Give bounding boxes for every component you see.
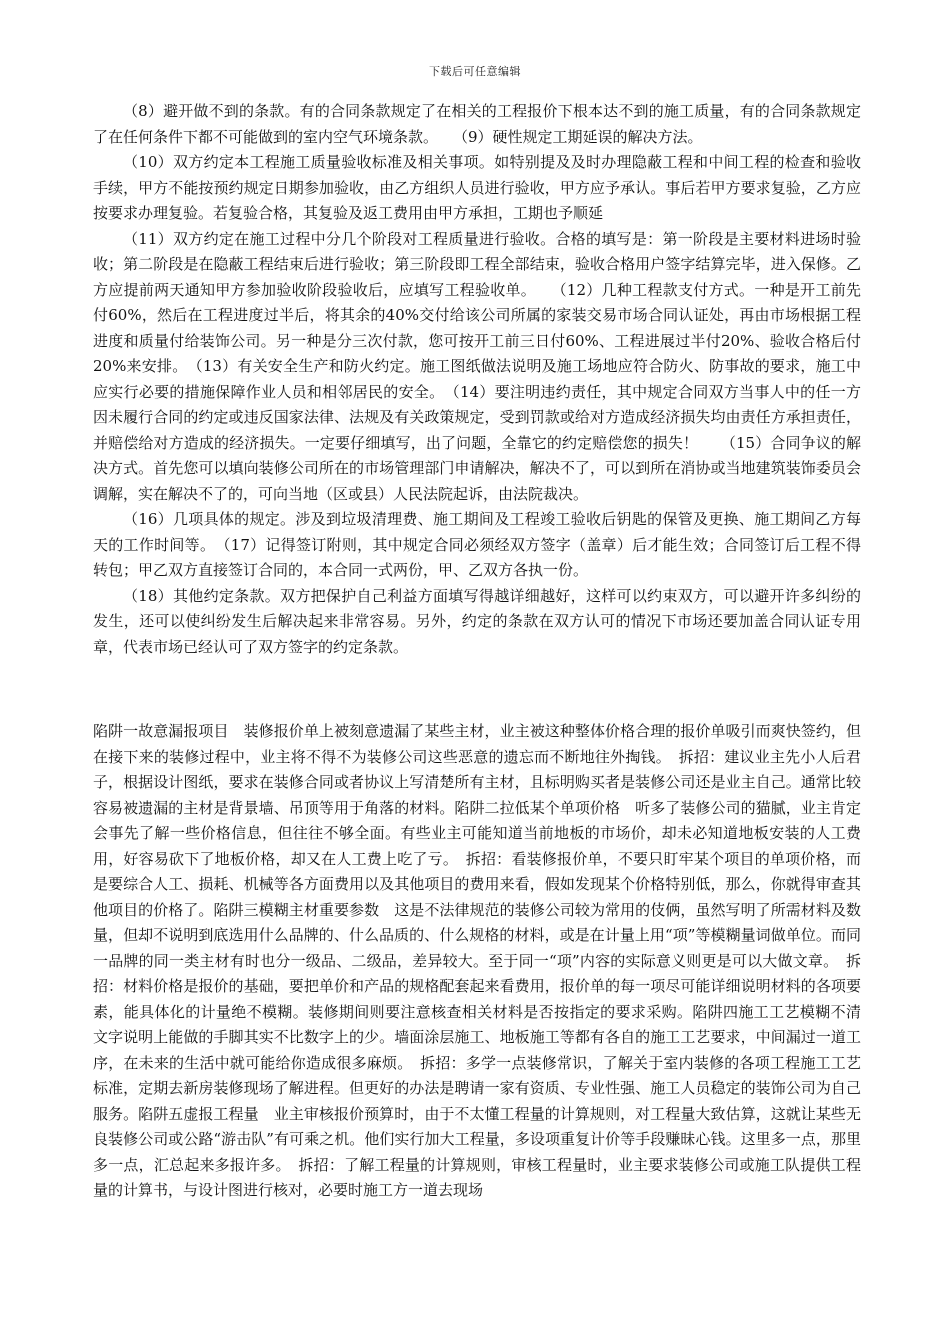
paragraph-clause-18: （18）其他约定条款。双方把保护自己利益方面填写得越详细越好，这样可以约束双方，可以避开许多纠纷的发生，还可以使纠纷发生后解决起来非常容易。另外，约定的条款在双方认可的情况下市场还要加盖合同认证专用章，代表市场已经认可了双方签字的约定条款。: [93, 586, 861, 656]
paragraph-traps: 陷阱一故意漏报项目 装修报价单上被刻意遗漏了某些主材，业主被这种整体价格合理的报价单吸引而爽快签约，但在接下来的装修过程中，业主将不得不为装修公司这些恶意的遗忘而不断地往外掏钱。 拆招：建议业主先小人后君子，根据设计图纸，要求在装修合同或者协议上写清楚所有主材，且标明购买者是装修公司还是业主自己。通常比较容易被遗漏的主材是背景墙、吊顶等用于角落的材料。陷阱二拉低某个单项价格 听多了装修公司的猫腻，业主肯定会事先了解一些价格信息，但往往不够全面。有些业主可能知道当前地板的市场价，却未必知道地板安装的人工费用，好容易砍下了地板价格，却又在人工费上吃了亏。 拆招：看装修报价单，不要只盯牢某个项目的单项价格，而是要综合人工、损耗、机械等各方面费用以及其他项目的费用来看，假如发现某个价格特别低，那么，你就得审查其他项目的价格了。陷阱三模糊主材重要参数 这是不法律规范的装修公司较为常用的伎俩，虽然写明了所需材料及数量，但却不说明到底选用什么品牌的、什么品质的、什么规格的材料，或是在计量上用“项”等模糊量词做单位。而同一品牌的同一类主材有时也分一级品、二级品，差异较大。至于同一“项”内容的实际意义则更是可以大做文章。 拆招：材料价格是报价的基础，要把单价和产品的规格配套起来看费用，报价单的每一项尽可能详细说明材料的各项要素，能具体化的计量绝不模糊。装修期间则要注意核查相关材料是否按指定的要求采购。陷阱四施工工艺模糊不清 文字说明上能做的手脚其实不比数字上的少。墙面涂层施工、地板施工等都有各自的施工工艺要求，中间漏过一道工序，在未来的生活中就可能给你造成很多麻烦。 拆招：多学一点装修常识，了解关于室内装修的各项工程施工工艺标准，定期去新房装修现场了解进程。但更好的办法是聘请一家有资质、专业性强、施工人员稳定的装饰公司为自己服务。陷阱五虚报工程量 业主审核报价预算时，由于不太懂工程量的计算规则，对工程量大致估算，这就让某些无良装修公司或公路“游击队”有可乘之机。他们实行加大工程量，多设项重复计价等手段赚昧心钱。这里多一点，那里多一点，汇总起来多报许多。 拆招：了解工程量的计算规则，审核工程量时，业主要求装修公司或施工队提供工程量的计算书，与设计图进行核对，必要时施工方一道去现场: [93, 722, 877, 1199]
traps-section: [93, 719, 877, 1204]
paragraph-clause-8-9: （8）避开做不到的条款。有的合同条款规定了在相关的工程报价下根本达不到的施工质量，有的合同条款规定了在任何条件下都不可能做到的室内空气环境条款。 （9）硬性规定工期延误的解决方法。: [93, 102, 861, 146]
page-header-note: 下载后可任意编辑: [429, 65, 521, 78]
paragraph-clause-11-15: （11）双方约定在施工过程中分几个阶段对工程质量进行验收。合格的填写是：第一阶段是主要材料进场时验收；第二阶段是在隐蔽工程结束后进行验收；第三阶段即工程全部结束，验收合格用户签字结算完毕，进入保修。乙方应提前两天通知甲方参加验收阶段验收后，应填写工程验收单。 （12）几种工程款支付方式。一种是开工前先付60%，然后在工程进度过半后，将其余的40%交付给该公司所属的家装交易市场合同认证处，再由市场根据工程进度和质量付给装饰公司。另一种是分三次付款，您可按开工前三日付60%、工程进展过半付20%、验收合格后付20%来安排。 （13）有关安全生产和防火约定。施工图纸做法说明及施工场地应符合防火、防事故的要求，施工中应实行必要的措施保障作业人员和相邻居民的安全。 （14）要注明违约责任，其中规定合同双方当事人中的任一方因未履行合同的约定或违反国家法律、法规及有关政策规定，受到罚款或给对方造成经济损失均由责任方承担责任，并赔偿给对方造成的经济损失。一定要仔细填写，出了问题，全靠它的约定赔偿您的损失！ （15）合同争议的解决方式。首先您可以填向装修公司所在的市场管理部门申请解决，解决不了，可以到所在消协或当地建筑装饰委员会调解，实在解决不了的，可向当地（区或县）人民法院起诉，由法院裁决。: [93, 229, 861, 503]
paragraph-clause-10: （10）双方约定本工程施工质量验收标准及相关事项。如特别提及及时办理隐蔽工程和中间工程的检查和验收手续，甲方不能按预约规定日期参加验收，由乙方组织人员进行验收，甲方应予承认。事后若甲方要求复验，乙方应按要求办理复验。若复验合格，其复验及返工费用由甲方承担，工期也予顺延: [93, 153, 861, 222]
contract-notes-section: [93, 99, 861, 660]
paragraph-clause-16-17: （16）几项具体的规定。涉及到垃圾清理费、施工期间及工程竣工验收后钥匙的保管及更换、施工期间乙方每天的工作时间等。 （17）记得签订附则，其中规定合同必须经双方签字（盖章）后才能生效；合同签订后工程不得转包；甲乙双方直接签订合同的，本合同一式两份，甲、乙双方各执一份。: [93, 510, 861, 579]
